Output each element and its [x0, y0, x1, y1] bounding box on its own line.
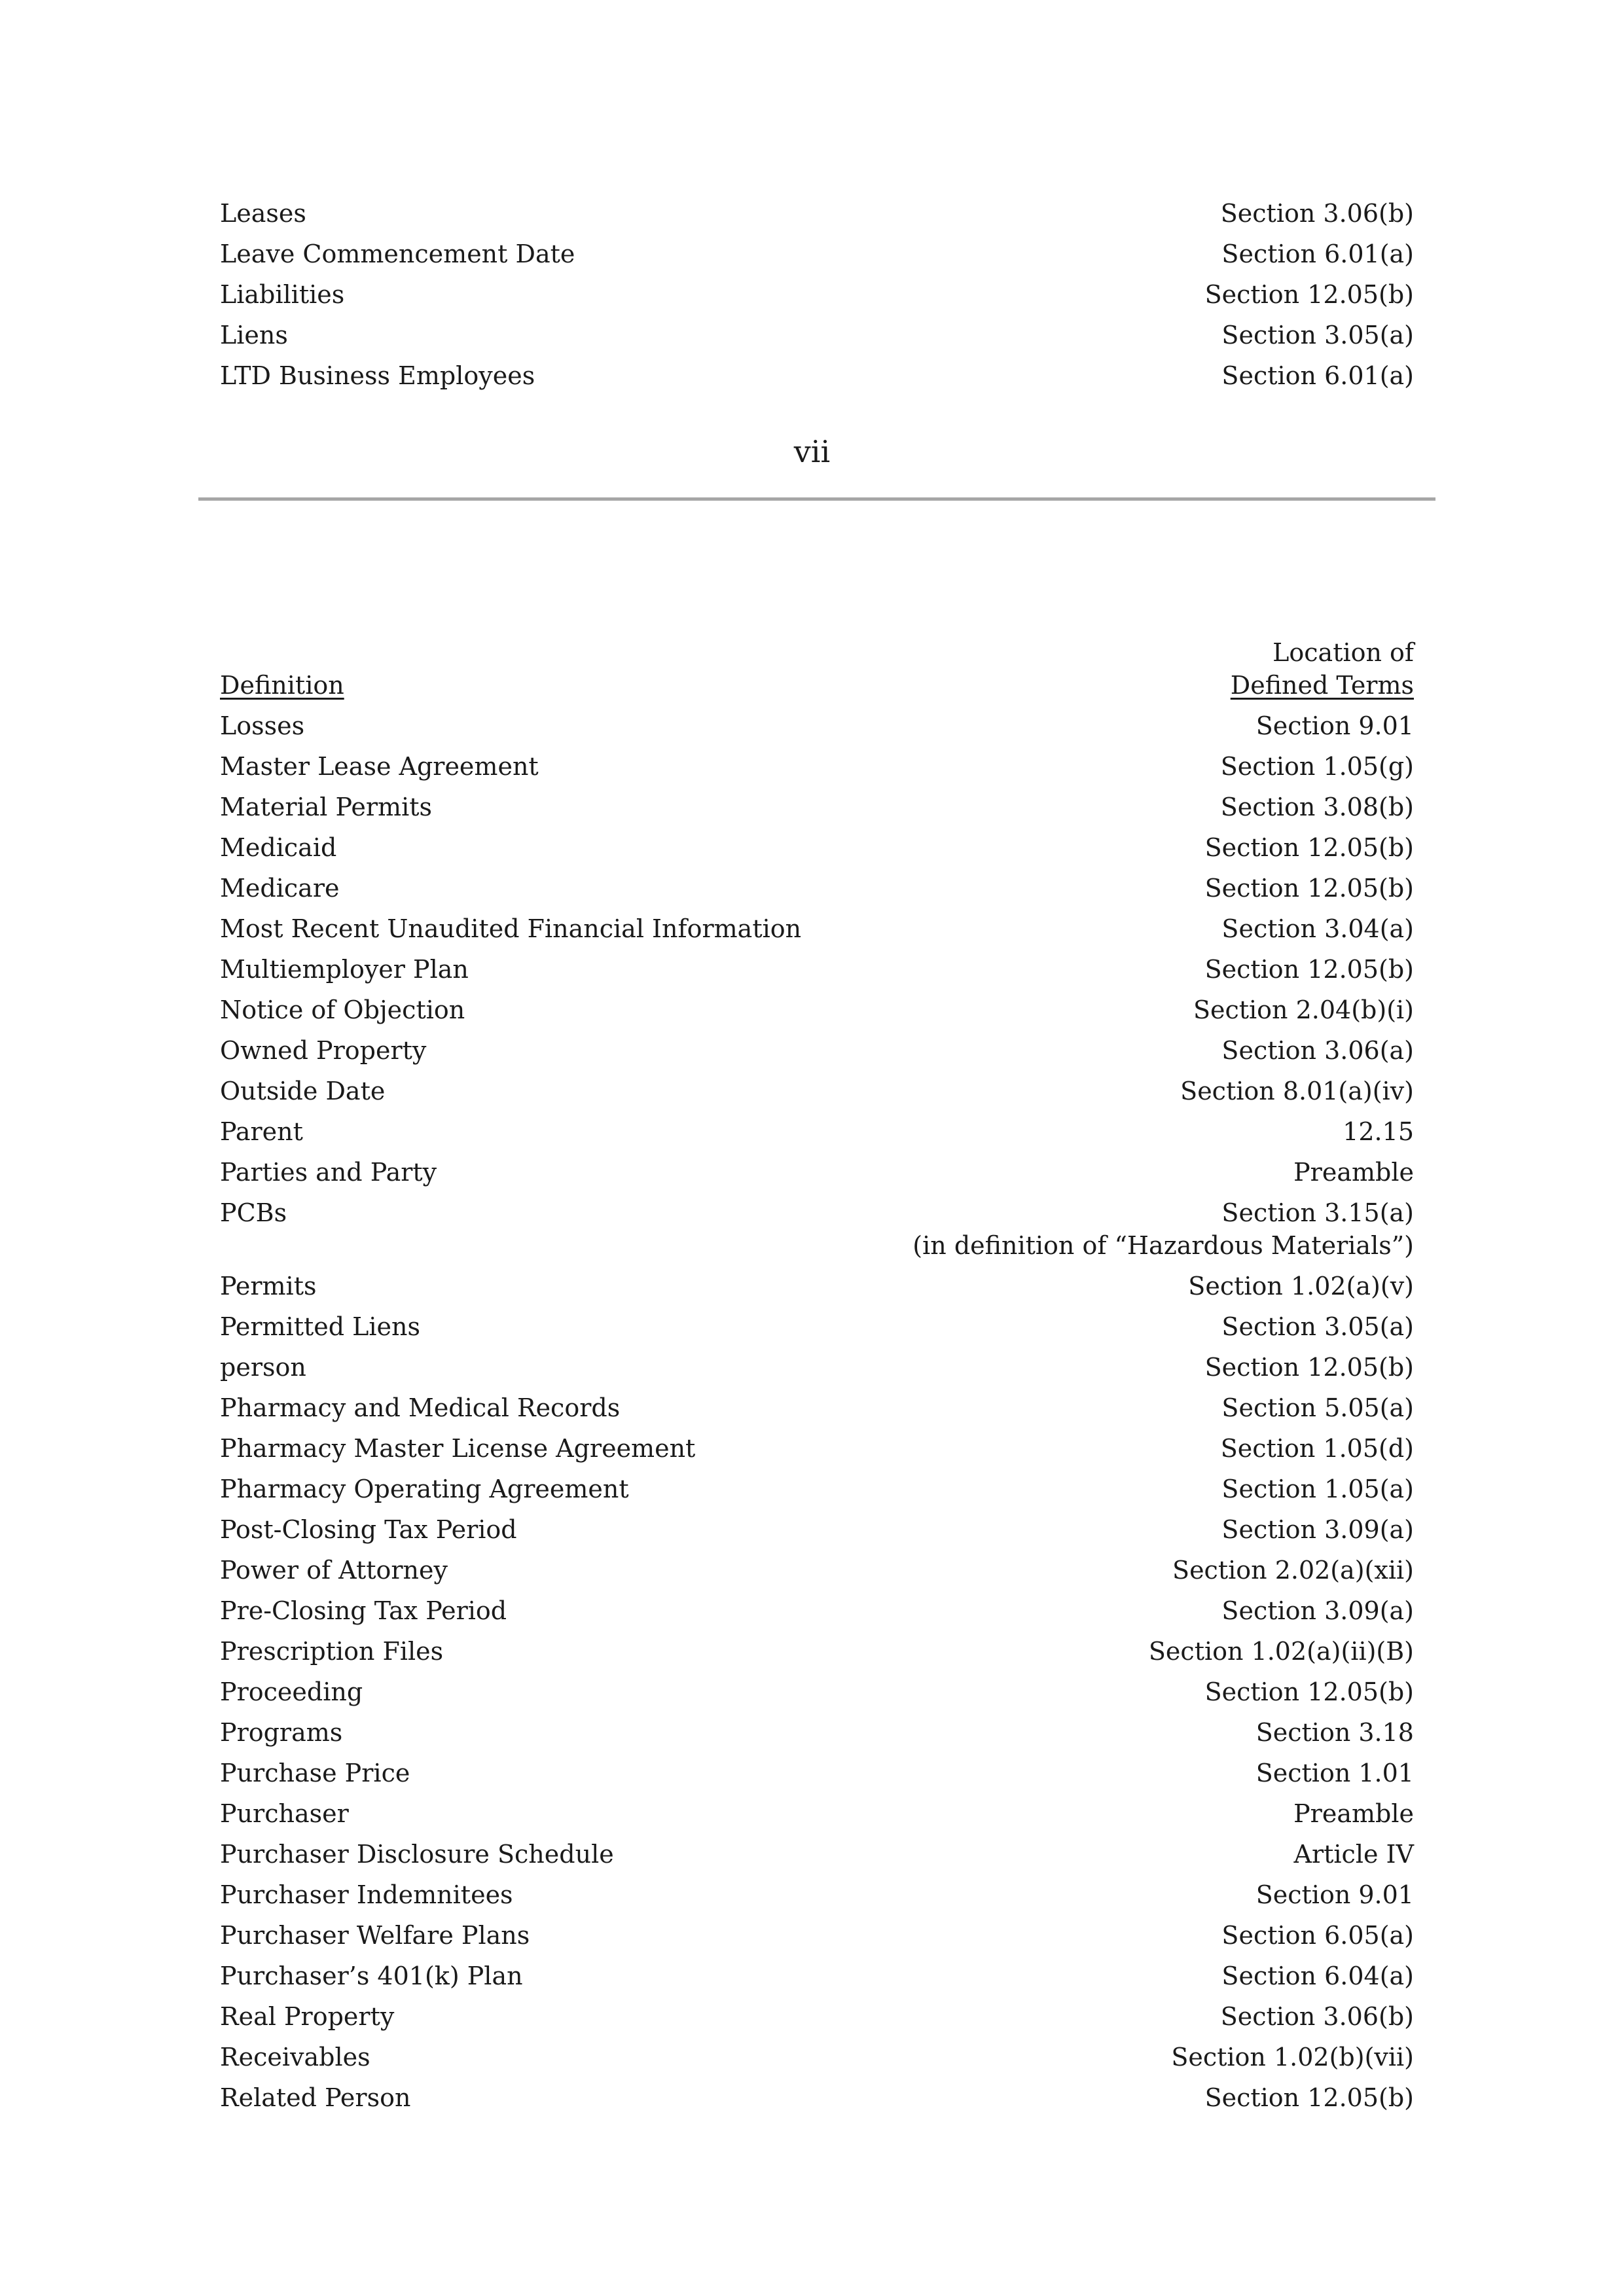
index-entry	[220, 1919, 1414, 1960]
term-location	[1205, 278, 1414, 311]
index-entry	[220, 872, 1414, 912]
previous-page-entries	[220, 197, 1414, 400]
term-location	[1256, 1757, 1414, 1789]
defined-term: Parties and Party	[220, 1158, 437, 1187]
index-entry	[220, 319, 1414, 359]
location-reference: 12.15	[1343, 1117, 1414, 1146]
index-entry	[220, 2000, 1414, 2041]
index-entry	[220, 994, 1414, 1034]
term-location	[1205, 2081, 1414, 2114]
location-reference: Section 5.05(a)	[1221, 1393, 1414, 1422]
index-entry	[220, 1676, 1414, 1716]
term-location	[1205, 1351, 1414, 1384]
term-location	[1221, 1960, 1414, 1992]
term-location	[1293, 1156, 1414, 1189]
defined-term: Purchaser	[220, 1799, 349, 1828]
term-location	[1256, 1716, 1414, 1749]
term-location	[1221, 1513, 1414, 1546]
definition-column-heading: Definition	[220, 671, 344, 700]
defined-term: Purchaser Welfare Plans	[220, 1921, 530, 1950]
defined-term: LTD Business Employees	[220, 361, 535, 390]
term-location	[1221, 1473, 1414, 1505]
defined-terms-index	[220, 636, 1414, 2122]
location-reference: Section 3.06(a)	[1221, 1036, 1414, 1065]
index-entry	[220, 2081, 1414, 2122]
location-reference: Section 1.01	[1255, 1759, 1414, 1787]
location-reference: Section 3.09(a)	[1221, 1515, 1414, 1544]
index-entry	[220, 709, 1414, 750]
index-entry	[220, 359, 1414, 400]
index-entry	[220, 278, 1414, 319]
defined-term: Parent	[220, 1117, 303, 1146]
location-reference: Section 12.05(b)	[1204, 2083, 1414, 2112]
defined-term: Purchaser Disclosure Schedule	[220, 1840, 614, 1869]
location-reference: Section 3.05(a)	[1221, 321, 1414, 350]
defined-term: Pharmacy and Medical Records	[220, 1393, 621, 1422]
index-entry	[220, 1034, 1414, 1075]
defined-term: Purchase Price	[220, 1759, 410, 1787]
term-location	[1221, 912, 1414, 945]
defined-term: Permits	[220, 1272, 317, 1300]
location-reference: Section 1.05(g)	[1220, 752, 1414, 781]
term-location	[1188, 1270, 1414, 1302]
term-location	[1221, 238, 1414, 270]
index-entry	[220, 1432, 1414, 1473]
defined-term: Outside Date	[220, 1077, 386, 1105]
location-reference: Section 3.06(b)	[1220, 199, 1414, 228]
location-reference: Section 1.02(b)(vii)	[1171, 2043, 1414, 2072]
defined-term: Notice of Objection	[220, 996, 465, 1024]
location-reference: Section 12.05(b)	[1204, 1353, 1414, 1382]
defined-term: Power of Attorney	[220, 1556, 448, 1585]
term-location	[1221, 750, 1414, 783]
location-reference: Section 6.05(a)	[1221, 1921, 1414, 1950]
location-reference: Preamble	[1293, 1799, 1414, 1828]
defined-term: Master Lease Agreement	[220, 752, 539, 781]
defined-term: Owned Property	[220, 1036, 427, 1065]
location-reference: Section 9.01	[1255, 711, 1414, 740]
defined-term: Losses	[220, 711, 305, 740]
page-number: vii	[793, 434, 831, 469]
index-entry	[220, 1797, 1414, 1838]
index-entry	[220, 912, 1414, 953]
defined-term: Liabilities	[220, 280, 345, 309]
term-location	[1221, 2000, 1414, 2033]
term-location	[912, 1196, 1414, 1262]
term-location	[1171, 2041, 1414, 2073]
defined-term: Post-Closing Tax Period	[220, 1515, 517, 1544]
defined-term: Leave Commencement Date	[220, 240, 575, 268]
defined-term: Real Property	[220, 2002, 395, 2031]
term-location	[1221, 1432, 1414, 1465]
defined-term: Leases	[220, 199, 306, 228]
term-location	[1293, 1797, 1414, 1830]
term-location	[1256, 709, 1414, 742]
term-location	[1221, 1594, 1414, 1627]
term-location	[1256, 1878, 1414, 1911]
defined-term: Material Permits	[220, 793, 433, 821]
location-reference: Section 3.04(a)	[1221, 914, 1414, 943]
term-location	[1205, 953, 1414, 986]
defined-term: Purchaser’s 401(k) Plan	[220, 1962, 523, 1990]
location-note: (in definition of “Hazardous Materials”)	[912, 1231, 1414, 1260]
location-reference: Section 6.01(a)	[1221, 361, 1414, 390]
location-column-heading	[1231, 636, 1414, 702]
defined-term: person	[220, 1353, 306, 1382]
location-reference: Section 9.01	[1255, 1880, 1414, 1909]
defined-term: Purchaser Indemnitees	[220, 1880, 513, 1909]
location-reference: Preamble	[1293, 1158, 1414, 1187]
location-reference: Section 2.02(a)(xii)	[1172, 1556, 1414, 1585]
location-reference: Section 3.05(a)	[1221, 1312, 1414, 1341]
defined-term-list	[220, 709, 1414, 2122]
index-entry	[220, 1513, 1414, 1554]
index-entry	[220, 1716, 1414, 1757]
defined-term: Permitted Liens	[220, 1312, 420, 1341]
index-entry	[220, 238, 1414, 278]
term-location	[1149, 1635, 1414, 1668]
location-reference: Section 1.05(a)	[1221, 1475, 1414, 1503]
term-location	[1221, 197, 1414, 230]
column-header	[220, 636, 1414, 702]
index-entry	[220, 1960, 1414, 2000]
term-location	[1205, 872, 1414, 905]
defined-term: Programs	[220, 1718, 343, 1747]
location-reference: Section 3.15(a)	[1221, 1198, 1414, 1227]
defined-term: PCBs	[220, 1198, 287, 1227]
term-location	[1294, 1838, 1415, 1871]
location-reference: Section 1.02(a)(v)	[1188, 1272, 1414, 1300]
index-entry	[220, 1838, 1414, 1878]
index-entry	[220, 791, 1414, 831]
index-entry	[220, 1270, 1414, 1310]
index-entry	[220, 1196, 1414, 1270]
index-entry	[220, 197, 1414, 238]
defined-term: Proceeding	[220, 1677, 363, 1706]
index-entry	[220, 1075, 1414, 1115]
location-reference: Section 8.01(a)(iv)	[1180, 1077, 1414, 1105]
index-entry	[220, 2041, 1414, 2081]
term-location	[1221, 1034, 1414, 1067]
index-entry	[220, 1635, 1414, 1676]
location-reference: Section 12.05(b)	[1204, 1677, 1414, 1706]
defined-term: Liens	[220, 321, 288, 350]
term-location	[1172, 1554, 1414, 1587]
location-reference: Section 1.05(d)	[1220, 1434, 1414, 1463]
location-reference: Section 6.01(a)	[1221, 240, 1414, 268]
location-reference: Section 3.06(b)	[1220, 2002, 1414, 2031]
index-entry	[220, 1156, 1414, 1196]
index-entry	[220, 831, 1414, 872]
location-reference: Section 3.18	[1255, 1718, 1414, 1747]
index-entry	[220, 1391, 1414, 1432]
index-entry	[220, 1310, 1414, 1351]
defined-term: Multiemployer Plan	[220, 955, 469, 984]
index-entry	[220, 953, 1414, 994]
index-entry	[220, 750, 1414, 791]
page-break-rule	[198, 497, 1435, 501]
term-location	[1193, 994, 1414, 1026]
term-location	[1205, 1676, 1414, 1708]
index-entry	[220, 1554, 1414, 1594]
term-location	[1221, 791, 1414, 823]
location-reference: Section 2.04(b)(i)	[1193, 996, 1414, 1024]
term-location	[1221, 1391, 1414, 1424]
defined-term: Prescription Files	[220, 1637, 444, 1666]
index-entry	[220, 1878, 1414, 1919]
term-location	[1221, 359, 1414, 392]
top-entry-list	[220, 197, 1414, 400]
defined-term: Most Recent Unaudited Financial Information	[220, 914, 802, 943]
defined-term: Pre-Closing Tax Period	[220, 1596, 507, 1625]
index-entry	[220, 1351, 1414, 1391]
defined-term: Medicare	[220, 874, 340, 903]
term-location	[1343, 1115, 1414, 1148]
location-reference: Section 1.02(a)(ii)(B)	[1148, 1637, 1414, 1666]
defined-term: Medicaid	[220, 833, 337, 862]
defined-term: Pharmacy Operating Agreement	[220, 1475, 629, 1503]
location-reference: Section 12.05(b)	[1204, 280, 1414, 309]
location-reference: Section 3.08(b)	[1220, 793, 1414, 821]
location-reference: Section 12.05(b)	[1204, 874, 1414, 903]
location-heading-line2: Defined Terms	[1230, 671, 1414, 700]
defined-term: Pharmacy Master License Agreement	[220, 1434, 696, 1463]
term-location	[1205, 831, 1414, 864]
location-reference: Section 6.04(a)	[1221, 1962, 1414, 1990]
term-location	[1221, 1310, 1414, 1343]
location-reference: Section 12.05(b)	[1204, 833, 1414, 862]
index-entry	[220, 1594, 1414, 1635]
location-reference: Article IV	[1293, 1840, 1414, 1869]
location-reference: Section 3.09(a)	[1221, 1596, 1414, 1625]
location-heading-line1: Location of	[1272, 638, 1414, 667]
index-entry	[220, 1757, 1414, 1797]
defined-term: Related Person	[220, 2083, 411, 2112]
index-entry	[220, 1473, 1414, 1513]
term-location	[1221, 1919, 1414, 1952]
term-location	[1221, 319, 1414, 351]
term-location	[1180, 1075, 1414, 1107]
defined-term: Receivables	[220, 2043, 370, 2072]
index-entry	[220, 1115, 1414, 1156]
location-reference: Section 12.05(b)	[1204, 955, 1414, 984]
